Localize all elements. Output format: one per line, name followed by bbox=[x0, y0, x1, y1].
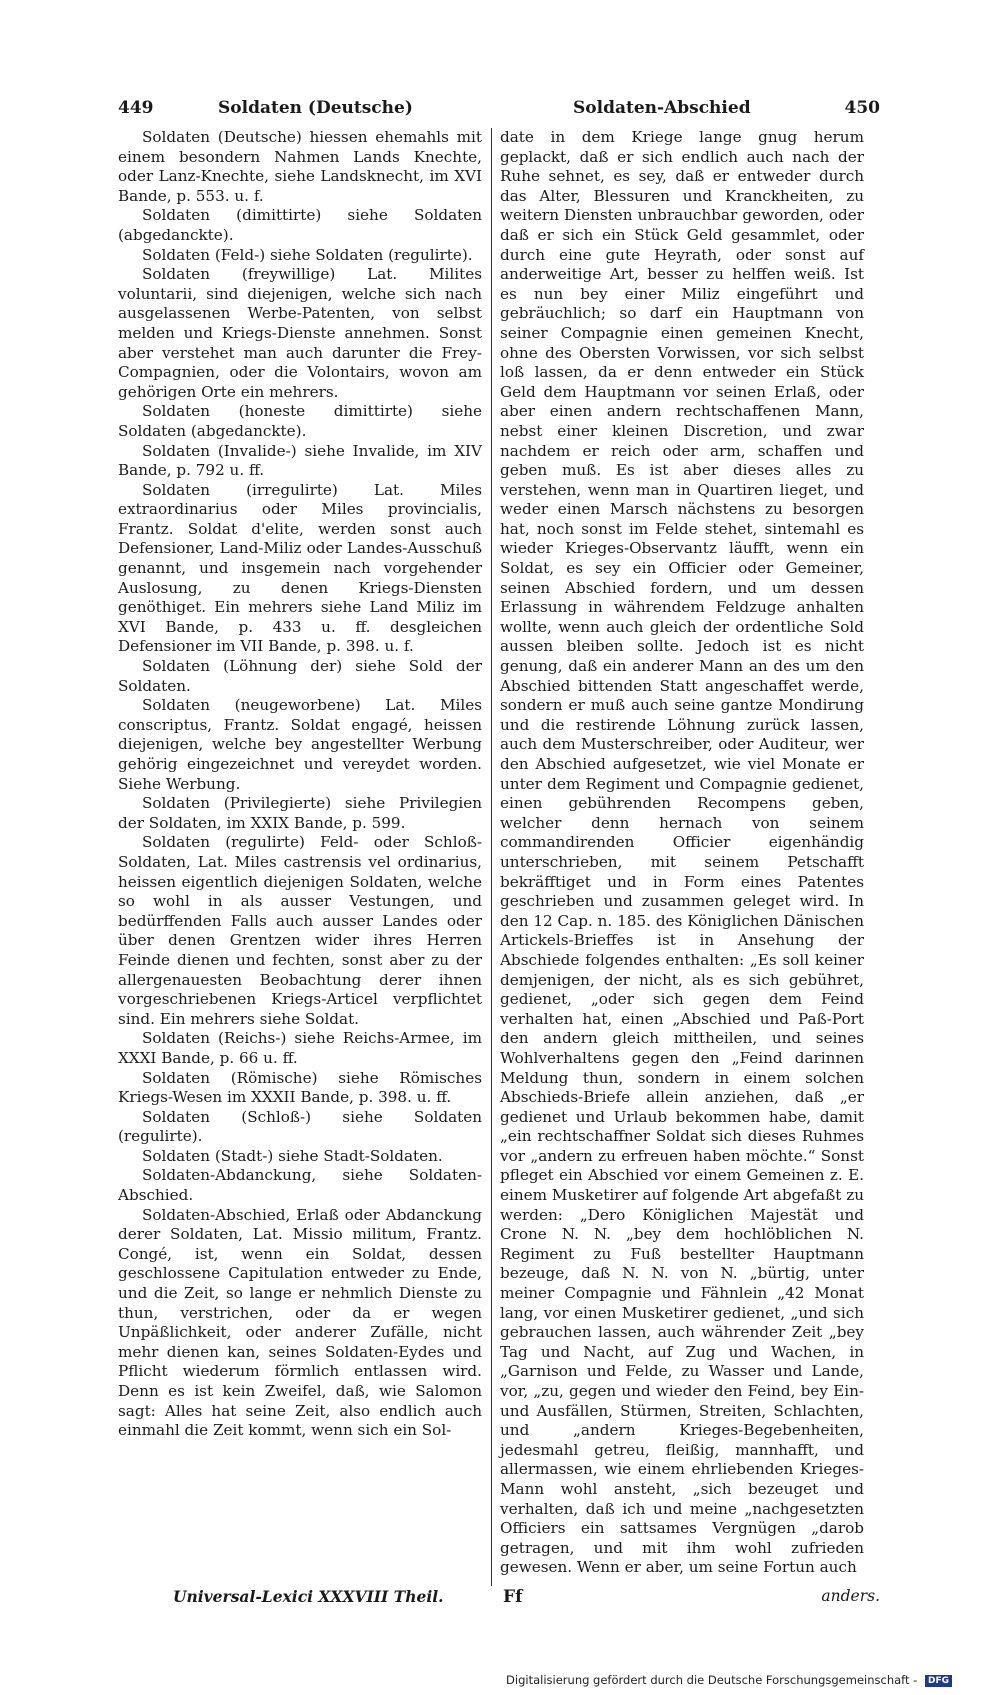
signature-mark: Ff bbox=[503, 1587, 523, 1607]
credit-text: Digitalisierung gefördert durch die Deutsche Forschungsgemeinschaft - bbox=[506, 1673, 918, 1687]
page-number-left: 449 bbox=[118, 98, 154, 118]
left-column bbox=[118, 128, 482, 1441]
entry-stadt: Soldaten (Stadt-) siehe Stadt-Soldaten. bbox=[142, 1146, 443, 1165]
entry-dimittirte: Soldaten (dimittirte) siehe Soldaten (abgedanckte). bbox=[118, 206, 482, 244]
entry-freywillige: Soldaten (freywillige) Lat. Milites voluntarii, sind diejenigen, welche sich nach ausgelassenen Werbe-Patenten, von selbst melden und Kriegs-Dienste annehmen. Sonst aber verstehet man auch darunter die Frey-Compagnien, oder die Volontairs, wovon am gehörigen Orte ein mehrers. bbox=[118, 265, 482, 401]
page-footer bbox=[118, 1587, 880, 1617]
entry-schloss: Soldaten (Schloß-) siehe Soldaten (regulirte). bbox=[118, 1107, 482, 1146]
running-title-left: Soldaten (Deutsche) bbox=[218, 98, 413, 118]
digitization-credit bbox=[506, 1673, 952, 1687]
entry-neugeworbene: Soldaten (neugeworbene) Lat. Miles conscriptus, Frantz. Soldat engagé, heissen diejenigen, welche bey angestellter Werbung gehörig eingezeichnet und vereydet worden. Siehe Werbung. bbox=[118, 696, 482, 793]
dfg-logo: DFG bbox=[925, 1675, 952, 1687]
page-number-right: 450 bbox=[844, 98, 880, 118]
signature-line: Universal-Lexici XXXVIII Theil. bbox=[173, 1587, 444, 1606]
entry-privilegierte: Soldaten (Privilegierte) siehe Privilegien der Soldaten, im XXIX Bande, p. 599. bbox=[118, 794, 482, 832]
running-header bbox=[118, 92, 880, 126]
entry-reichs: Soldaten (Reichs-) siehe Reichs-Armee, im XXXI Bande, p. 66 u. ff. bbox=[118, 1029, 482, 1067]
entry-irregulirte: Soldaten (irregulirte) Lat. Miles extraordinarius oder Miles provincialis, Frantz. Soldat d'elite, werden sonst auch Defensioner, Land-Miliz oder Landes-Ausschuß genannt, und insgemein nach vorgehender Auslosung, zu denen Kriegs-Diensten genöthiget. Ein mehrers siehe Land Miliz im XVI Bande, p. 433 u. ff. desgleichen Defensioner im VII Bande, p. 398. u. f. bbox=[118, 480, 482, 656]
entry-feld: Soldaten (Feld-) siehe Soldaten (regulirte). bbox=[142, 245, 473, 264]
entry-abschied: Soldaten-Abschied, Erlaß oder Abdanckung derer Soldaten, Lat. Missio militum, Frantz. Congé, ist, wenn ein Soldat, dessen geschlossene Capitulation entweder zu Ende, und die Zeit, so lange er nehmlich Dienste zu thun, verstrichen, oder da er wegen Unpäßlichkeit, oder anderer Zufälle, nicht mehr dienen kan, seines Soldaten-Eydes und Pflicht wiederum förmlich entlassen wird. Denn es ist kein Zweifel, daß, wie Salomon sagt: Alles hat seine Zeit, also endlich auch einmahl die Zeit kommt, wenn sich ein Sol- bbox=[118, 1205, 482, 1440]
entry-loehnung: Soldaten (Löhnung der) siehe Sold der Soldaten. bbox=[118, 657, 482, 695]
entry-regulirte: Soldaten (regulirte) Feld- oder Schloß-Soldaten, Lat. Miles castrensis vel ordinarius, heissen eigentlich diejenigen Soldaten, welche so wohl in als ausser Vestungen, und bedürffenden Falls auch ausser Landes oder über denen Grentzen wider ihres Herren Feinde dienen und fechten, sonst aber zu der allergenauesten Beobachtung derer ihnen vorgeschriebenen Kriegs-Articel verpflichtet sind. Ein mehrers siehe Soldat. bbox=[118, 833, 482, 1028]
entry-abschied-continued: date in dem Kriege lange gnug herum geplackt, daß er sich endlich auch nach der Ruhe sehnet, es sey, daß er entweder durch das Alter, Blessuren und Kranckheiten, zu weitern Diensten unbrauchbar geworden, oder daß er sich ein Stück Geld gesammlet, oder durch eine gute Heyrath, oder sonst auf anderweitige Art, besser zu helffen weiß. Ist es nun bey einer Miliz eingeführt und gebräuchlich; so darf ein Hauptmann von seiner Compagnie einen gemeinen Knecht, ohne des Obersten Vorwissen, vor sich selbst loß lassen, da er denn entweder ein Stück Geld dem Hauptmann vor seinen Erlaß, oder aber einen andern rechtschaffenen Mann, nebst einer kleinen Discretion, und zwar nachdem er reich oder arm, schaffen und geben muß. Es ist aber dieses alles zu verstehen, wenn man in Quartiren lieget, und weder einen Marsch nächstens zu besorgen hat, noch sonst im Felde stehet, sintemahl es wieder Krieges-Observantz läufft, wenn ein Soldat, es sey ein Officier oder Gemeiner, seinen Abschied fordern, und um dessen Erlassung in währendem Feldzuge anhalten wollte, wenn auch gleich der ordentliche Sold aussen bleiben sollte. Jedoch ist es nicht genung, daß ein anderer Mann an des um den Abschied bittenden Statt angeschaffet werde, sondern er muß auch seine gantze Mondirung und die restirende Löhnung zurück lassen, auch dem Musterschreiber, oder Auditeur, wer den Abschied aufgesetzet, wie viel Monate er unter dem Regiment und Compagnie gedienet, einen gebührenden Recompens geben, welcher denn hernach von seinem commandirenden Officier eigenhändig unterschrieben, mit seinem Petschafft bekräfftiget und in Form eines Patentes geschrieben und zusammen geleget wird. In den 12 Cap. n. 185. des Königlichen Dänischen Artickels-Brieffes ist in Ansehung der Abschiede folgendes enthalten: „Es soll keiner demjenigen, der nicht, als es sich gebühret, gedienet, „oder sich gegen dem Feind verhalten hat, einen „Abschied und Paß-Port den andern gleich mittheilen, und seines Wohlverhaltens gegen den „Feind darinnen Meldung thun, sondern in einem solchen Abschieds-Briefe allein anziehen, daß „er gedienet und Urlaub bekommen habe, damit „ein rechtschaffner Soldat sich dieses Ruhmes vor „andern zu erfreuen haben möchte.“ Sonst pfleget ein Abschied vor einem Gemeinen z. E. einem Musketirer auf folgende Art abgefaßt zu werden: „Dero Königlichen Majestät und Crone N. N. „bey dem hochlöblichen N. Regiment zu Fuß bestellter Hauptmann bezeuge, daß N. N. von N. „bürtig, unter meiner Compagnie und Fähnlein „42 Monat lang, vor einen Musketirer gedienet, „und sich gebrauchen lassen, auch währender Zeit „bey Tag und Nacht, auf Zug und Wachen, in „Garnison und Felde, zu Wasser und Lande, vor, „zu, gegen und wieder den Feind, bey Ein- und Ausfällen, Stürmen, Streiten, Schlachten, und „andern Krieges-Begebenheiten, jedesmahl getreu, fleißig, mannhafft, und allermassen, wie einem ehrliebenden Krieges-Mann wohl ansteht, „sich bezeuget und verhalten, daß ich und meine „nachgesetzten Officiers ein sattsames Vergnügen „darob getragen, und mit ihm wohl zufrieden gewesen. Wenn er aber, um seine Fortun auch bbox=[500, 128, 864, 1577]
catchword: anders. bbox=[821, 1587, 880, 1605]
running-title-right: Soldaten-Abschied bbox=[573, 98, 751, 118]
entry-deutsche: Soldaten (Deutsche) hiessen ehemahls mit einem besondern Nahmen Lands Knechte, oder Lanz-Knechte, siehe Landsknecht, im XVI Bande, p. 553. u. f. bbox=[118, 128, 482, 205]
entry-invalide: Soldaten (Invalide-) siehe Invalide, im XIV Bande, p. 792 u. ff. bbox=[118, 441, 482, 480]
right-column bbox=[500, 128, 864, 1578]
entry-honeste-dimittirte: Soldaten (honeste dimittirte) siehe Soldaten (abgedanckte). bbox=[118, 402, 482, 440]
entry-roemische: Soldaten (Römische) siehe Römisches Kriegs-Wesen im XXXII Bande, p. 398. u. ff. bbox=[118, 1068, 482, 1107]
entry-abdanckung: Soldaten-Abdanckung, siehe Soldaten-Abschied. bbox=[118, 1166, 482, 1205]
